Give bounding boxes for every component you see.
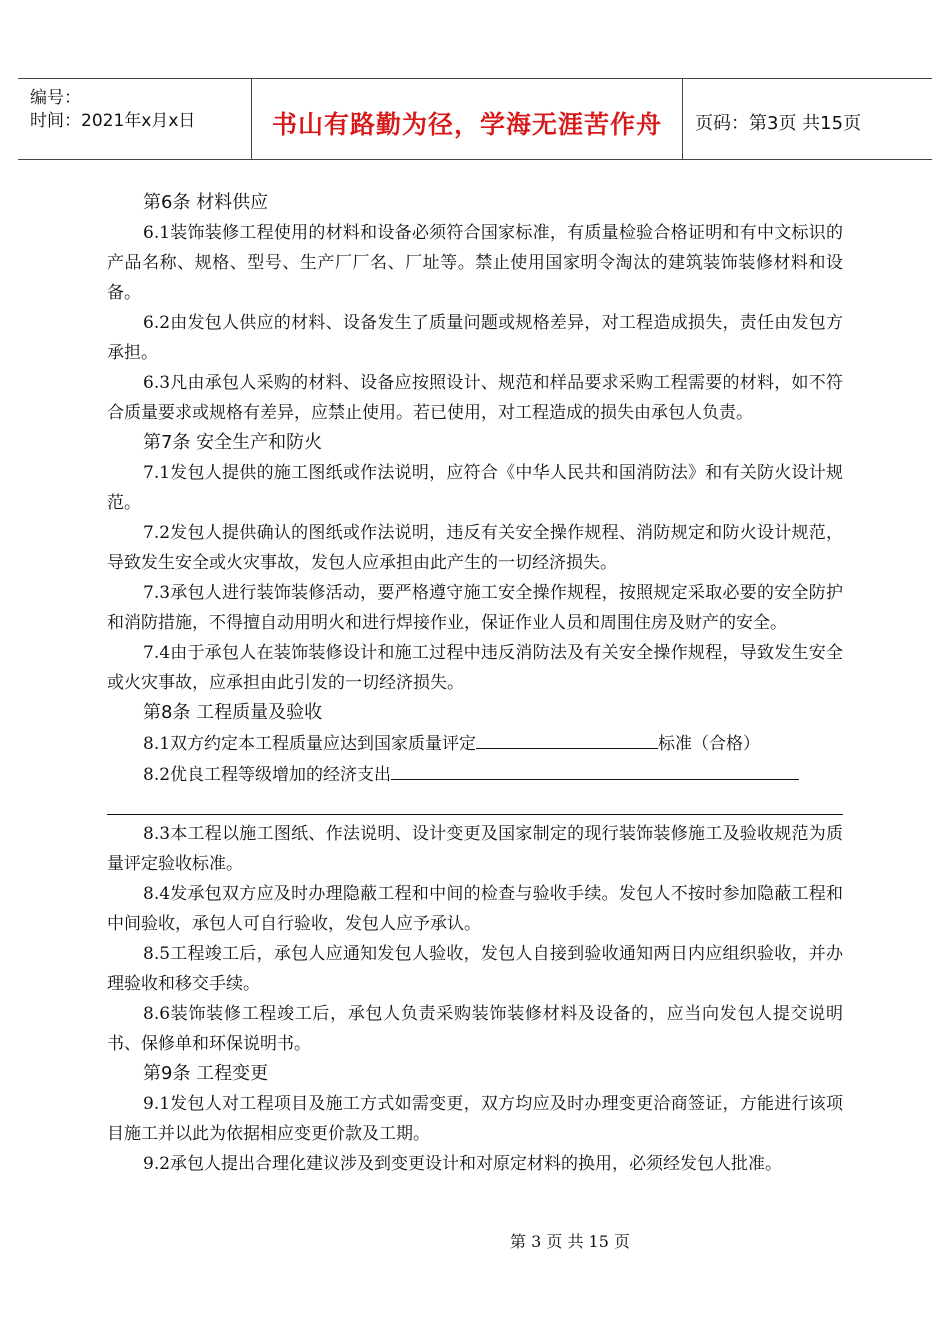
paragraph: 6.1装饰装修工程使用的材料和设备必须符合国家标准，有质量检验合格证明和有中文标识的产品名称、规格、型号、生产厂厂名、厂址等。禁止使用国家明令淘汰的建筑装饰装修材料和设备。 <box>107 223 843 303</box>
header-motto: 书山有路勤为径，学海无涯苦作舟 <box>271 110 662 139</box>
paragraph: 8.5工程竣工后，承包人应通知发包人验收，发包人自接到验收通知两日内应组织验收，并办理验收和移交手续。 <box>107 944 843 994</box>
header-page-info: 页码：第3页 共15页 <box>695 113 862 134</box>
quality-text-after: 标准（合格） <box>658 734 761 754</box>
paragraph: 7.3承包人进行装饰装修活动，要严格遵守施工安全操作规程，按照规定采取必要的安全防护和消防措施，不得擅自动用明火和进行焊接作业，保证作业人员和周围住房及财产的安全。 <box>107 583 843 633</box>
document-time-label: 时间：2021年x月x日 <box>30 111 196 131</box>
quality-standard-blank[interactable] <box>476 728 658 749</box>
section-heading: 第7条 安全生产和防火 <box>143 432 323 453</box>
document-header <box>18 78 932 160</box>
paragraph-with-blank <box>107 759 843 790</box>
document-body <box>107 188 843 1179</box>
page-footer <box>0 1229 950 1252</box>
paragraph: 6.3凡由承包人采购的材料、设备应按照设计、规范和样品要求采购工程需要的材料，如不符合质量要求或规格有差异，应禁止使用。若已使用，对工程造成的损失由承包人负责。 <box>107 373 843 423</box>
footer-page-number: 第 3 页 共 15 页 <box>510 1232 630 1251</box>
expense-blank[interactable] <box>391 759 799 780</box>
paragraph: 8.6装饰装修工程竣工后，承包人负责采购装饰装修材料及设备的，应当向发包人提交说明书、保修单和环保说明书。 <box>107 1004 843 1054</box>
expense-text: 8.2优良工程等级增加的经济支出 <box>143 765 392 785</box>
paragraph: 6.2由发包人供应的材料、设备发生了质量问题或规格差异，对工程造成损失，责任由发包方承担。 <box>107 313 843 363</box>
paragraph: 9.1发包人对工程项目及施工方式如需变更，双方均应及时办理变更洽商签证，方能进行该项目施工并以此为依据相应变更价款及工期。 <box>107 1094 843 1144</box>
paragraph: 7.2发包人提供确认的图纸或作法说明，违反有关安全操作规程、消防规定和防火设计规范，导致发生安全或火灾事故，发包人应承担由此产生的一切经济损失。 <box>107 523 843 573</box>
paragraph: 7.4由于承包人在装饰装修设计和施工过程中违反消防法及有关安全操作规程，导致发生安全或火灾事故，应承担由此引发的一切经济损失。 <box>107 643 843 693</box>
document-number-label: 编号： <box>30 88 81 108</box>
section-heading: 第6条 材料供应 <box>143 192 269 213</box>
quality-text-before: 8.1双方约定本工程质量应达到国家质量评定 <box>143 734 477 754</box>
paragraph: 8.3本工程以施工图纸、作法说明、设计变更及国家制定的现行装饰装修施工及验收规范为质量评定验收标准。 <box>107 824 843 874</box>
header-meta-cell <box>18 79 252 159</box>
section-heading: 第8条 工程质量及验收 <box>143 702 323 723</box>
paragraph-with-blank <box>107 728 843 759</box>
paragraph: 9.2承包人提出合理化建议涉及到变更设计和对原定材料的换用，必须经发包人批准。 <box>143 1154 783 1174</box>
section-heading: 第9条 工程变更 <box>143 1063 269 1084</box>
header-page-cell <box>683 79 932 159</box>
paragraph: 7.1发包人提供的施工图纸或作法说明，应符合《中华人民共和国消防法》和有关防火设计规范。 <box>107 463 843 513</box>
header-motto-cell <box>252 79 683 159</box>
paragraph: 8.4发承包双方应及时办理隐蔽工程和中间的检查与验收手续。发包人不按时参加隐蔽工程和中间验收，承包人可自行验收，发包人应予承认。 <box>107 884 843 934</box>
